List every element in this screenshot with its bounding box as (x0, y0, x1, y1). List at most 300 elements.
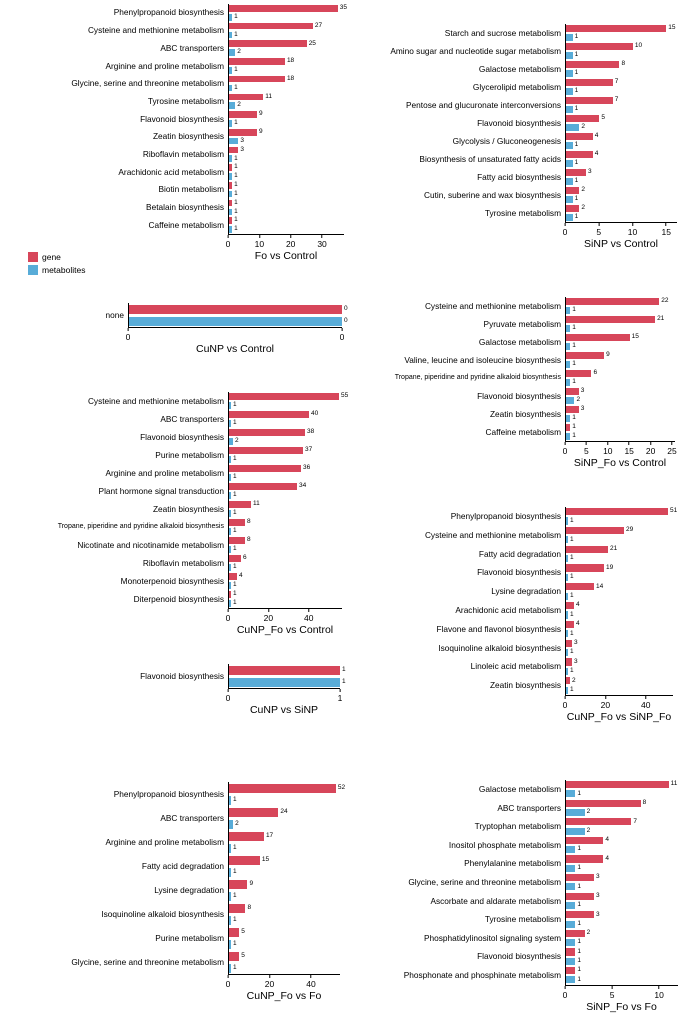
tick-label: 0 (562, 989, 568, 1000)
tick-label: 0 (562, 227, 568, 237)
tick-label: 10 (654, 989, 664, 1000)
axis-tick (264, 609, 273, 623)
chart-row (339, 114, 685, 132)
bar-group (565, 387, 675, 405)
bar-line (229, 676, 346, 688)
bar-group (228, 110, 344, 128)
chart-row (339, 96, 685, 114)
bar-value-label: 6 (593, 369, 598, 377)
bar-line (229, 509, 342, 518)
axis-tick (317, 235, 326, 249)
chart-row (339, 132, 685, 150)
bar-line (566, 582, 673, 591)
category-label: Tyrosine metabolism (484, 207, 561, 218)
tick-label: 5 (609, 989, 615, 1000)
bar-value-label: 1 (574, 87, 579, 95)
bar-value-label: 1 (234, 198, 238, 206)
bar-metabolites (229, 582, 231, 589)
category-label: Purine metabolism (155, 449, 224, 460)
bar-metabolites (229, 438, 233, 445)
x-axis (125, 327, 345, 342)
plot-rows (0, 4, 374, 234)
bar-gene (229, 76, 285, 83)
bar-group (565, 24, 677, 42)
bar-line (229, 473, 342, 482)
tick-mark (564, 223, 565, 226)
bar-gene (566, 388, 579, 395)
bar-value-label: 1 (569, 573, 574, 581)
category-label: Valine, leucine and isoleucine biosynthesis (404, 354, 561, 365)
chart-row (339, 24, 685, 42)
bar-metabolites (229, 209, 232, 216)
chart-row (0, 57, 374, 75)
tick-mark (127, 328, 128, 331)
bar-value-label: 2 (586, 808, 591, 816)
bar-metabolites (566, 124, 579, 131)
bar-group (228, 216, 344, 234)
bar-metabolites (566, 214, 573, 221)
category-label: Tryptophan metabolism (474, 821, 561, 832)
bar-gene (566, 677, 570, 684)
bar-metabolites (129, 317, 342, 326)
bar-value-label: 1 (572, 423, 576, 431)
chart-row (0, 878, 370, 902)
bar-group (565, 96, 677, 114)
bar-value-label: 18 (286, 74, 295, 82)
chart-row (0, 926, 370, 950)
bar-line (229, 455, 342, 464)
bar-value-label: 4 (239, 572, 243, 580)
tick-label: 0 (339, 332, 345, 342)
bar-value-label: 1 (574, 51, 579, 59)
bar-gene (566, 855, 603, 862)
bar-gene (566, 800, 641, 807)
bar-group (565, 780, 678, 799)
bar-value-label: 8 (247, 536, 251, 544)
bar-line (229, 446, 342, 455)
bar-value-label: 1 (572, 360, 576, 368)
axis-tick (667, 442, 676, 456)
chart-row (339, 297, 685, 315)
bar-line (566, 966, 678, 975)
bar-value-label: 1 (233, 527, 237, 535)
bar-line (566, 333, 675, 342)
bar-value-label: 1 (234, 189, 238, 197)
tick-label: 20 (264, 979, 275, 989)
plot-rows (339, 780, 685, 985)
plot-rows (339, 24, 685, 222)
chart-row (339, 639, 685, 658)
bar-metabolites (229, 510, 231, 517)
chart-row (0, 428, 372, 446)
bar-gene (229, 952, 239, 961)
bar-value-label: 1 (234, 172, 238, 180)
bar-metabolites (566, 809, 585, 816)
bar-metabolites (229, 492, 231, 499)
tick-mark (227, 235, 228, 238)
bar-value-label: 1 (234, 163, 238, 171)
bar-group (565, 315, 675, 333)
bar-group (228, 878, 340, 902)
bar-line (229, 536, 342, 545)
bar-line (566, 789, 678, 798)
bar-value-label: 6 (243, 554, 247, 562)
bar-metabolites (229, 102, 235, 109)
chart-row (339, 892, 685, 911)
bar-value-label: 34 (299, 482, 307, 490)
bar-line (229, 962, 340, 974)
bar-value-label: 1 (234, 225, 238, 233)
bar-line (229, 554, 342, 563)
bar-metabolites (566, 939, 575, 946)
bar-line (229, 128, 344, 137)
bar-metabolites (229, 226, 232, 233)
bar-value-label: 1 (577, 919, 581, 927)
bar-line (566, 892, 678, 901)
bar-value-label: 1 (569, 686, 574, 693)
bar-line (229, 950, 340, 962)
tick-mark (290, 235, 291, 238)
bar-gene (229, 217, 232, 224)
axis-tick (226, 975, 231, 989)
bar-value-label: 1 (233, 843, 237, 851)
category-label: Zeatin biosynthesis (489, 408, 561, 419)
bar-value-label: 2 (586, 929, 591, 937)
bar-value-label: 9 (258, 110, 263, 118)
bar-value-label: 2 (237, 48, 241, 56)
bar-gene (229, 23, 313, 30)
bar-value-label: 1 (577, 901, 581, 909)
bar-value-label: 11 (253, 500, 260, 508)
bar-value-label: 9 (606, 351, 610, 359)
category-label: Flavonoid biosynthesis (140, 670, 224, 681)
bar-line (229, 163, 344, 172)
bar-gene (229, 164, 232, 171)
tick-mark (339, 689, 340, 692)
axis-tick (563, 986, 568, 1000)
x-axis (225, 688, 343, 703)
bar-line (566, 306, 675, 315)
bar-value-label: 1 (577, 789, 581, 797)
bar-line (229, 75, 344, 84)
bar-line (229, 491, 342, 500)
bar-line (229, 92, 344, 101)
chart-row (0, 410, 372, 428)
bar-gene (229, 666, 340, 675)
tick-label: 40 (306, 979, 316, 989)
category-label: Zeatin biosynthesis (152, 503, 224, 514)
category-label: Phenylalanine metabolism (464, 858, 561, 869)
bar-line (229, 500, 342, 509)
bar-group (228, 950, 340, 974)
panel-sinp-fo-vs-fo (339, 780, 685, 1013)
chart-row (339, 78, 685, 96)
bar-metabolites (566, 790, 575, 797)
bar-line (566, 507, 678, 516)
category-label: ABC transporters (160, 413, 224, 424)
bar-metabolites (229, 32, 232, 39)
bar-line (566, 808, 678, 817)
bar-line (229, 119, 344, 128)
category-label: Phenylpropanoid biosynthesis (113, 7, 224, 18)
bar-gene (229, 129, 257, 136)
bar-group (565, 799, 678, 818)
bar-gene (566, 79, 613, 86)
bar-line (566, 213, 677, 222)
bar-line (229, 464, 342, 473)
panel-title: SiNP_Fo vs Fo (586, 1000, 657, 1013)
axis-tick (628, 223, 637, 237)
chart-row (0, 199, 374, 217)
axis-tick (338, 689, 343, 703)
bar-metabolites (229, 796, 231, 805)
bar-line (566, 686, 673, 695)
category-label: Arachidonic acid metabolism (118, 166, 224, 177)
tick-label: 15 (661, 227, 671, 237)
bar-group (565, 351, 675, 369)
bar-gene (229, 465, 301, 472)
chart-row (0, 464, 372, 482)
bar-value-label: 1 (577, 947, 581, 955)
bar-value-label: 52 (337, 783, 346, 791)
bar-line (566, 378, 675, 387)
bar-metabolites (229, 191, 232, 198)
bar-metabolites (566, 361, 570, 368)
category-label: Galactose metabolism (478, 63, 561, 74)
chart-row (339, 873, 685, 892)
bar-line (566, 975, 678, 984)
bar-group (228, 410, 342, 428)
bar-group (228, 392, 349, 410)
bar-gene (229, 58, 285, 65)
chart-row (339, 563, 685, 582)
chart-row (339, 507, 685, 526)
bar-line (566, 369, 675, 378)
bar-group (228, 428, 342, 446)
chart-row (339, 204, 685, 222)
bar-line (566, 610, 673, 619)
bar-value-label: 1 (577, 975, 581, 983)
category-label: Phosphatidylinositol signaling system (424, 932, 561, 943)
bar-group (565, 526, 673, 545)
x-axis (225, 234, 344, 249)
chart-row (0, 902, 370, 926)
bar-line (566, 159, 677, 168)
bar-value-label: 2 (235, 437, 239, 445)
bar-metabolites (229, 892, 231, 901)
bar-group (565, 966, 678, 985)
bar-group (565, 168, 677, 186)
bar-line (566, 414, 675, 423)
chart-row (0, 500, 372, 518)
bar-gene (566, 818, 631, 825)
bar-gene (566, 527, 624, 534)
bar-value-label: 4 (576, 620, 580, 628)
bar-gene (229, 904, 245, 913)
tick-mark (227, 975, 228, 978)
chart-row (339, 966, 685, 985)
bar-gene (566, 406, 579, 413)
chart-row (0, 75, 374, 93)
bar-group (228, 464, 342, 482)
chart-row (0, 950, 370, 974)
bar-group (565, 601, 673, 620)
category-label: Fatty acid degradation (478, 548, 561, 559)
bar-group (565, 929, 678, 948)
tick-mark (227, 689, 228, 692)
chart-row (0, 536, 372, 554)
bar-metabolites (229, 600, 231, 607)
axis-tick (563, 696, 568, 710)
bar-value-label: 1 (233, 509, 237, 517)
bar-gene (566, 133, 593, 140)
panel-cunp-vs-control (0, 303, 372, 355)
category-label: Arginine and proline metabolism (105, 60, 224, 71)
bar-line (229, 419, 342, 428)
category-label: Galactose metabolism (478, 783, 561, 794)
bar-value-label: 15 (668, 24, 676, 32)
bar-value-label: 35 (339, 4, 348, 12)
bar-value-label: 3 (580, 387, 585, 395)
bar-line (229, 938, 340, 950)
category-label: Glycine, serine and threonine metabolism (71, 956, 224, 967)
bar-line (229, 66, 344, 75)
category-label: Diterpenoid biosynthesis (133, 593, 224, 604)
bar-line (566, 141, 677, 150)
bar-value-label: 7 (614, 96, 619, 104)
bar-value-label: 3 (580, 405, 585, 413)
bar-gene (566, 911, 594, 918)
tick-label: 20 (645, 446, 656, 456)
bar-gene (229, 147, 238, 154)
tick-mark (672, 442, 673, 445)
bar-value-label: 1 (233, 545, 237, 553)
bar-line (229, 572, 342, 581)
bar-group (228, 39, 344, 57)
bar-line (566, 24, 677, 33)
chart-row (339, 799, 685, 818)
category-label: Phenylpropanoid biosynthesis (113, 788, 224, 799)
bar-group (565, 333, 675, 351)
bar-gene (229, 573, 237, 580)
bar-metabolites (229, 173, 232, 180)
bar-line (566, 799, 678, 808)
bar-line (229, 482, 342, 491)
chart-row (339, 60, 685, 78)
chart-row (0, 146, 374, 164)
bar-line (566, 901, 678, 910)
bar-value-label: 1 (234, 216, 238, 224)
chart-row (0, 446, 372, 464)
bar-value-label: 2 (576, 396, 581, 404)
bar-gene (566, 658, 572, 665)
tick-mark (322, 235, 323, 238)
bar-value-label: 1 (577, 864, 581, 872)
tick-mark (632, 223, 633, 226)
tick-mark (629, 442, 630, 445)
panel-title: CuNP_Fo vs Control (236, 624, 334, 636)
tick-label: 0 (225, 613, 231, 623)
tick-mark (268, 609, 269, 612)
chart-row (0, 110, 374, 128)
bar-value-label: 3 (574, 639, 578, 647)
bar-value-label: 0 (344, 304, 348, 312)
bar-value-label: 1 (234, 13, 238, 21)
tick-label: 5 (596, 227, 602, 237)
bar-gene (229, 429, 305, 436)
bar-line (229, 225, 344, 234)
bar-metabolites (566, 630, 568, 637)
bar-group (228, 446, 342, 464)
panel-cunp-fo-vs-sinp-fo (339, 507, 685, 723)
bar-value-label: 1 (569, 554, 574, 562)
bar-line (229, 518, 342, 527)
tick-mark (659, 986, 660, 989)
bar-value-label: 1 (233, 867, 237, 875)
bar-line (566, 526, 673, 535)
bar-value-label: 1 (574, 213, 579, 221)
bar-value-label: 1 (572, 324, 576, 332)
bar-value-label: 4 (576, 601, 580, 609)
bar-group (565, 545, 673, 564)
chart-row (339, 369, 685, 387)
bar-line (566, 96, 677, 105)
bar-value-label: 1 (234, 30, 238, 38)
bar-value-label: 3 (596, 891, 600, 899)
tick-label: 0 (562, 699, 568, 710)
category-label: Glycine, serine and threonine metabolism (71, 78, 224, 89)
bar-line (566, 423, 675, 432)
bar-line (229, 926, 340, 938)
x-axis (562, 441, 677, 456)
tick-label: 10 (603, 446, 613, 456)
bar-value-label: 2 (581, 204, 585, 212)
bar-gene (566, 43, 633, 50)
chart-row (0, 664, 370, 688)
bar-value-label: 8 (247, 518, 251, 526)
bar-metabolites (566, 34, 573, 41)
bar-value-label: 1 (233, 599, 237, 607)
category-label: Inositol phosphate metabolism (448, 839, 561, 850)
bar-group (228, 590, 342, 608)
bar-value-label: 2 (572, 676, 576, 684)
bar-line (229, 818, 340, 830)
panel-fo-vs-control (0, 4, 374, 262)
bar-line (566, 324, 675, 333)
bar-group (565, 204, 677, 222)
bar-value-label: 8 (247, 903, 252, 911)
bar-line (566, 315, 675, 324)
tick-mark (650, 442, 651, 445)
chart-row (339, 351, 685, 369)
bar-line (229, 599, 342, 608)
axis-tick (624, 442, 633, 456)
chart-row (0, 554, 372, 572)
bar-value-label: 1 (574, 177, 579, 185)
bar-gene (566, 546, 608, 553)
bar-line (229, 172, 344, 181)
metabolites-color-swatch (28, 265, 38, 275)
bar-value-label: 3 (596, 910, 600, 918)
axis-tick (563, 223, 568, 237)
bar-group (228, 128, 344, 146)
bar-metabolites (566, 88, 573, 95)
plot-rows (0, 392, 372, 608)
bar-gene (566, 61, 619, 68)
category-label: Lysine degradation (154, 884, 224, 895)
bar-metabolites (229, 49, 235, 56)
bar-value-label: 1 (577, 938, 581, 946)
